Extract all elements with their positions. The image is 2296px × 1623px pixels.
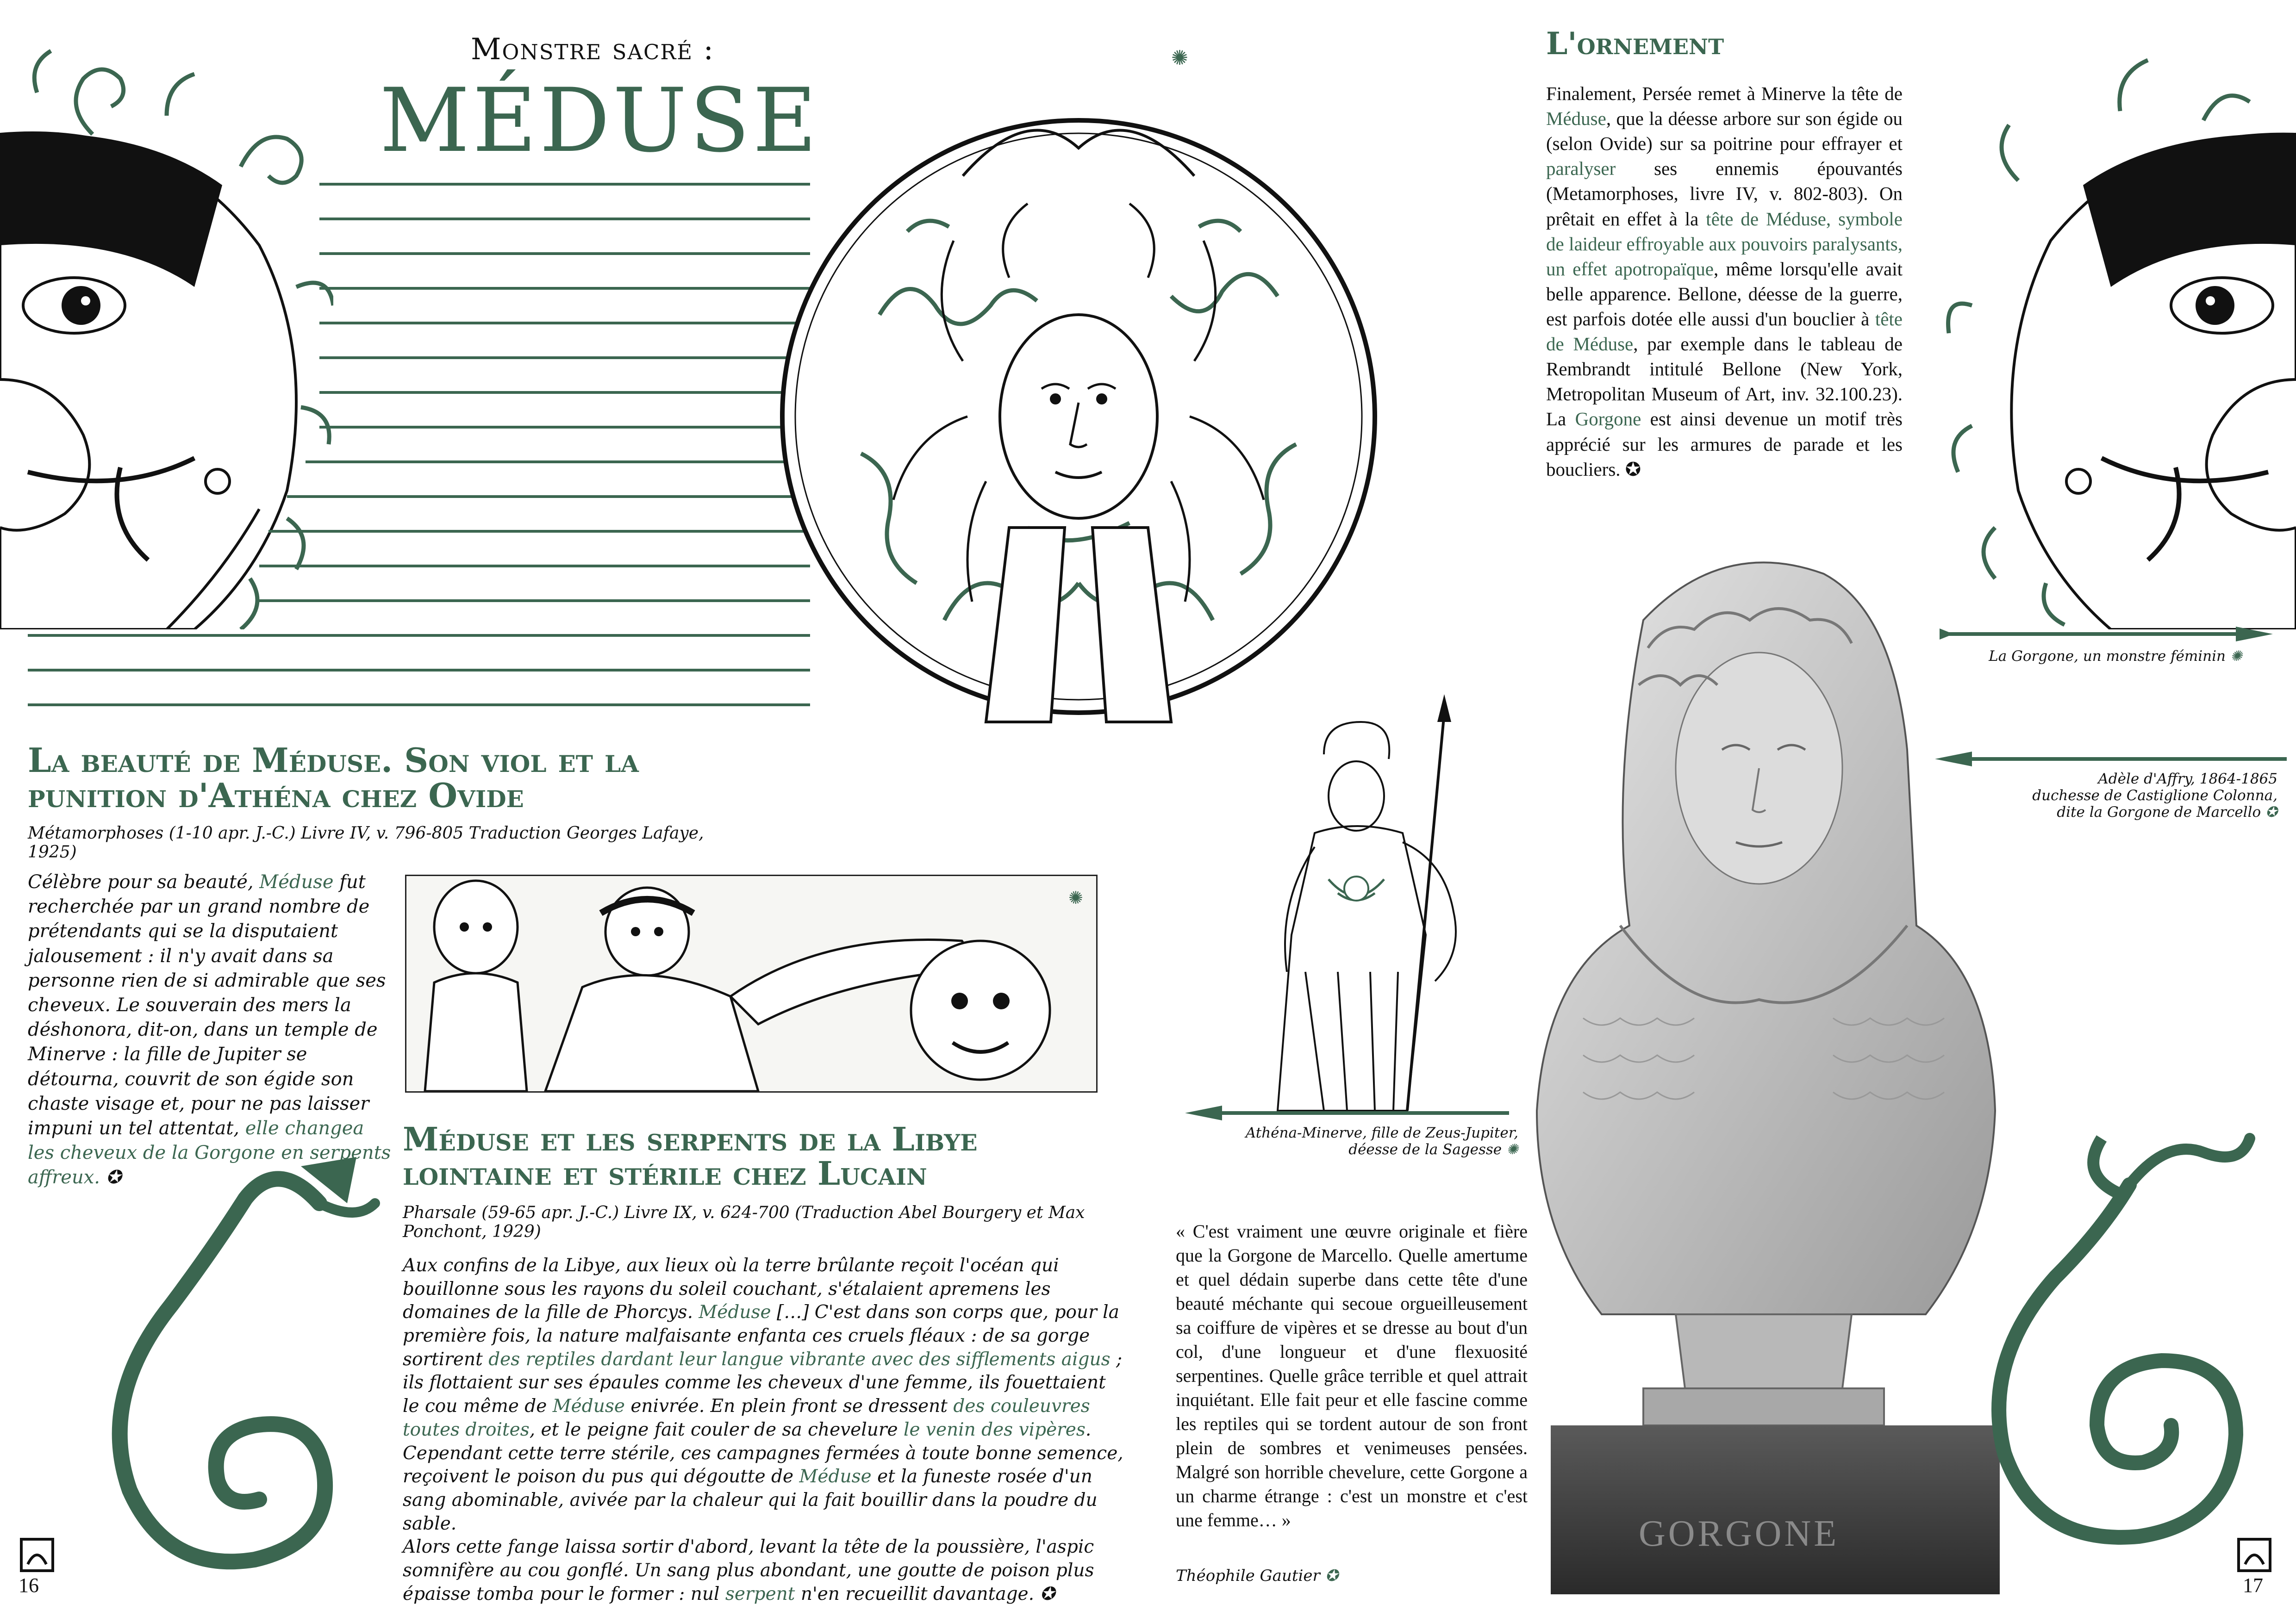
svg-text:✺: ✺ — [1068, 888, 1083, 908]
section-lucain-heading-2: lointaine et stérile chez Lucain — [403, 1154, 927, 1193]
section-beaute-text: Célèbre pour sa beauté, Méduse fut recherchée par un grand nombre de prétendants qui se la disputaient jalousement : il n'y avait dans sa personne rien de si admirable que ses cheveux. Le souverain des mers la déshonora, dit-on, dans un temple de Minerve : la fille de Jupiter se détourna, couvrit de son égide son chaste visage et, pour ne pas laisser impuni un tel attentat, elle changea les cheveux de la Gorgone en serpents affreux. ✪ — [28, 871, 391, 1188]
medusa-roundel-icon — [768, 37, 1389, 768]
caption-athena: Athéna-Minerve, fille de Zeus-Jupiter, déesse de la Sagesse ✺ — [1245, 1125, 1518, 1158]
caption-gorgone-feminin: La Gorgone, un monstre féminin ✺ — [1989, 648, 2242, 665]
page-number-right: 17 — [2243, 1574, 2263, 1597]
section-lucain-heading-1: Méduse et les serpents de la Libye — [403, 1120, 978, 1158]
end-mark: ✪ — [106, 1167, 122, 1188]
header-kicker: Monstre sacré : — [470, 32, 715, 67]
page-number-left: 16 — [19, 1574, 39, 1597]
serpent-left-icon — [60, 1129, 393, 1611]
section-ornement-text: Finalement, Persée remet à Minerve la tête de Méduse, que la déesse arbore sur son égide ou (selon Ovide) sur sa poitrine pour effrayer et paralyser ses ennemis épouvantés (Metamorphoses, livre IV, v. 802-803). On prêtait en effet à la tête de Méduse, symbole de laideur effroyable aux pouvoirs paralysants, un effet apotropaïque, même lorsqu'elle avait belle apparence. Bellone, déesse de la guerre, est parfois dotée elle aussi d'un bouclier à tête de Méduse, par exemple dans le tableau de Rembrandt intitulé Bellone (New York, Metropolitan Museum of Art, inv. 32.100.23). La Gorgone est ainsi devenue un motif très apprécié sur les armures de parade et les boucliers. ✪ — [1546, 83, 1903, 480]
end-mark: ✪ — [1040, 1583, 1055, 1604]
gautier-quote: « C'est vraiment une œuvre originale et fière que la Gorgone de Marcello. Quelle amertume et quel dédain superbe dans cette tête d'une beauté méchante qui secoue orgueilleusement sa coiffure de vipères et se dresse au bout d'un col, d'une longueur et d'une flexuosité serpentines. Quelle grâce terrible et quel attrait inquiétant. Elle fait peur et elle fascine comme les reptiles qui se tordent autour de son front plein de sombres et venimeuses pensées. Malgré son horrible chevelure, cette Gorgone a un charme étrange : c'est un monstre et c'est une femme… » — [1176, 1221, 1528, 1530]
caption-adele: Adèle d'Affry, 1864-1865 duchesse de Castiglione Colonna, dite la Gorgone de Marcello ✪ — [2032, 771, 2277, 821]
end-mark: ✪ — [1625, 458, 1641, 480]
bust-plinth-label: GORGONE — [1639, 1513, 1840, 1554]
gorgon-face-left-icon — [0, 28, 333, 629]
section-beaute-heading-1: La beauté de Méduse. Son viol et la — [28, 740, 639, 780]
relief-illustration — [405, 875, 1098, 1093]
section-lucain-source: Pharsale (59-65 apr. J.-C.) Livre IX, v. 624-700 (Traduction Abel Bourgery et Max Ponchont, 1929) — [403, 1203, 1085, 1241]
page-title: MÉDUSE — [380, 69, 820, 172]
page-corner-ornament-right — [2236, 1536, 2273, 1573]
section-ornement-heading: L'ornement — [1546, 25, 1724, 62]
spear-divider-3-icon — [1185, 1104, 1509, 1122]
svg-text:✺: ✺ — [1171, 46, 1188, 70]
athena-minerve-illustration — [1185, 694, 1518, 1125]
section-beaute-source: Métamorphoses (1-10 apr. J.-C.) Livre IV, v. 796-805 Traduction Georges Lafaye, 1925) — [28, 824, 704, 862]
page-corner-ornament-left — [19, 1536, 56, 1573]
section-beaute-heading-2: punition d'Athéna chez Ovide — [28, 775, 524, 815]
gorgone-marcello-bust-photo — [1528, 509, 2000, 1594]
section-lucain-text: Aux confins de la Libye, aux lieux où la terre brûlante reçoit l'océan qui bouillonne sous les rayons du soleil couchant, s'étalaient apremens les domaines de la fille de Phorcys. Méduse […] C'est dans son corps que, pour la première fois, la nature malfaisante enfanta ces cruels fléaux : de sa gorge sortirent des reptiles dardant leur langue vibrante avec des sifflements aigus ; ils flottaient sur ses épaules comme les cheveux d'une femme, ils fouettaient le cou même de Méduse enivrée. En plein front se dressent des couleuvres toutes droites, et le peigne fait couler de sa chevelure le venin des vipères. Cependant cette terre stérile, ces campagnes fermées à toute bonne semence, reçoivent le poison du pus qui dégoutte de Méduse et la funeste rosée d'un sang abominable, avivée par la chaleur qui la fait bouillir dans la poudre du sable. Alors cette fange laissa sortir d'abord, levant la tête de la poussière, l'aspic somnifère au cou gonflé. Un sang plus abondant, une goutte de poison plus épaisse tomba pour le former : nul serpent n'en recueillit davantage. ✪ — [403, 1255, 1123, 1604]
serpent-right-icon — [1944, 1083, 2277, 1573]
quote-author: Théophile Gautier ✪ — [1176, 1567, 1339, 1585]
